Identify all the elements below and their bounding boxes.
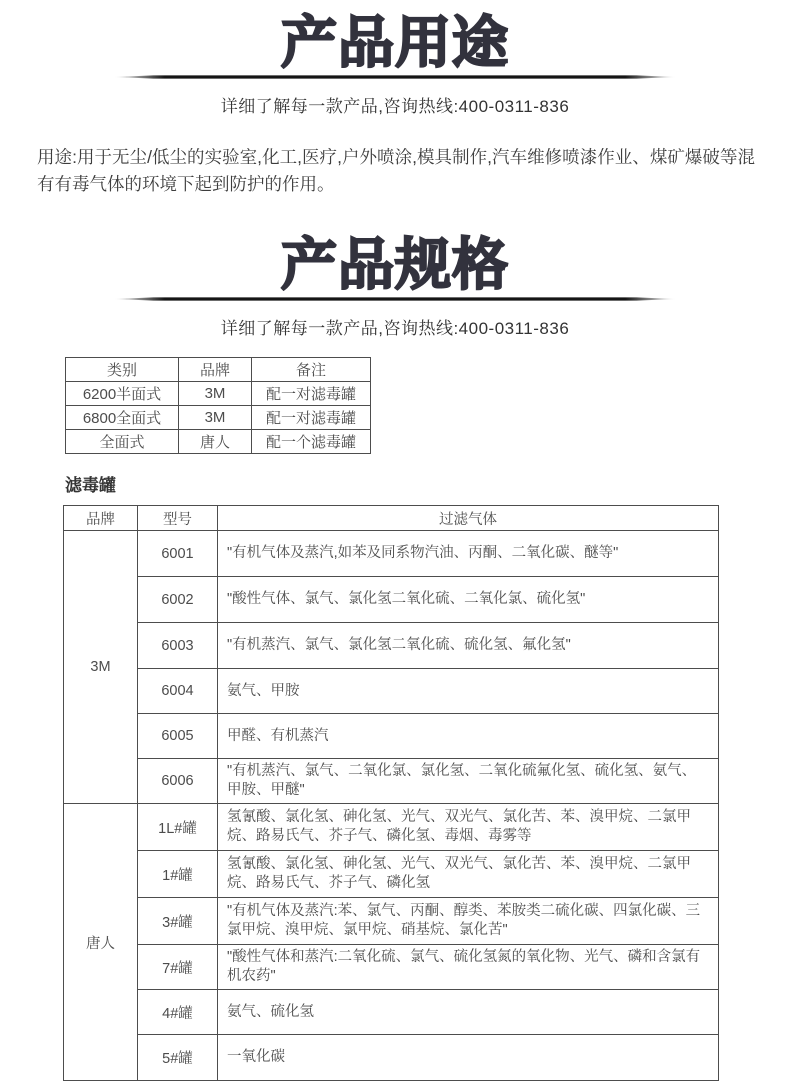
gases-cell: 氨气、硫化氢 [218,990,719,1035]
mask-cell-brand: 唐人 [179,430,252,454]
gases-cell: "有机气体及蒸汽,如苯及同系物汽油、丙酮、二氧化碳、醚等" [218,531,719,577]
model-cell: 6005 [138,714,218,759]
usage-title-divider [114,75,676,79]
cartridge-header-brand: 品牌 [64,506,138,531]
table-row [64,945,719,990]
gases-cell: 甲醛、有机蒸汽 [218,714,719,759]
mask-cell-note: 配一对滤毒罐 [252,406,371,430]
model-cell: 3#罐 [138,898,218,945]
mask-header-note: 备注 [252,358,371,382]
table-row [66,406,371,430]
mask-header-category: 类别 [66,358,179,382]
model-cell: 5#罐 [138,1035,218,1081]
gases-cell: 氢氰酸、氯化氢、砷化氢、光气、双光气、氯化苦、苯、溴甲烷、二氯甲烷、路易氏气、芥子气、磷化氢、毒烟、毒雾等 [218,804,719,851]
gases-cell: "酸性气体和蒸汽:二氧化硫、氯气、硫化氢氮的氧化物、光气、磷和含氯有机农药" [218,945,719,990]
brand-cell-3m: 3M [64,531,138,804]
cartridge-table [63,505,719,1081]
specs-title: 产品规格 [281,233,509,296]
gases-cell: "有机蒸汽、氯气、氯化氢二氧化硫、硫化氢、氟化氢" [218,623,719,669]
cartridge-heading: 滤毒罐 [65,476,116,495]
mask-type-table [65,357,371,454]
mask-header-brand: 品牌 [179,358,252,382]
mask-cell-brand: 3M [179,382,252,406]
model-cell: 6001 [138,531,218,577]
cartridge-header-model: 型号 [138,506,218,531]
mask-cell-note: 配一对滤毒罐 [252,382,371,406]
model-cell: 4#罐 [138,990,218,1035]
model-cell: 6004 [138,669,218,714]
model-cell: 7#罐 [138,945,218,990]
table-row [64,714,719,759]
table-row [64,1035,719,1081]
usage-description: 用途:用于无尘/低尘的实验室,化工,医疗,户外喷涂,模具制作,汽车维修喷漆作业、煤矿爆破等混有有毒气体的环境下起到防护的作用。 [37,147,755,194]
gases-cell: "酸性气体、氯气、氯化氢二氧化硫、二氧化氯、硫化氢" [218,577,719,623]
specs-hotline-text: 详细了解每一款产品,咨询热线:400-0311-836 [220,319,570,338]
mask-cell-note: 配一个滤毒罐 [252,430,371,454]
model-cell: 6006 [138,759,218,804]
gases-cell: "有机蒸汽、氯气、二氧化氯、氯化氢、二氧化硫氟化氢、硫化氢、氨气、甲胺、甲醚" [218,759,719,804]
section-usage [0,11,790,198]
model-cell: 6003 [138,623,218,669]
model-cell: 6002 [138,577,218,623]
brand-cell-tangren: 唐人 [64,804,138,1081]
usage-title: 产品用途 [281,11,509,74]
table-row [64,669,719,714]
table-header-row [66,358,371,382]
table-row [66,430,371,454]
cartridge-header-gases: 过滤气体 [218,506,719,531]
mask-cell-brand: 3M [179,406,252,430]
mask-cell-category: 6800全面式 [66,406,179,430]
gases-cell: 氨气、甲胺 [218,669,719,714]
model-cell: 1#罐 [138,851,218,898]
specs-title-divider [114,297,676,301]
table-row [64,851,719,898]
table-row [64,804,719,851]
model-cell: 1L#罐 [138,804,218,851]
table-row [64,577,719,623]
section-specs [0,233,790,1081]
gases-cell: 一氧化碳 [218,1035,719,1081]
table-row [64,990,719,1035]
table-header-row [64,506,719,531]
table-row [64,623,719,669]
usage-hotline-text: 详细了解每一款产品,咨询热线:400-0311-836 [220,97,570,116]
table-row [64,759,719,804]
gases-cell: "有机气体及蒸汽:苯、氯气、丙酮、醇类、苯胺类二硫化碳、四氯化碳、三氯甲烷、溴甲烷、氯甲烷、硝基烷、氯化苦" [218,898,719,945]
table-row [64,898,719,945]
mask-cell-category: 全面式 [66,430,179,454]
table-row [64,531,719,577]
table-row [66,382,371,406]
mask-cell-category: 6200半面式 [66,382,179,406]
gases-cell: 氢氰酸、氯化氢、砷化氢、光气、双光气、氯化苦、苯、溴甲烷、二氯甲烷、路易氏气、芥子气、磷化氢 [218,851,719,898]
